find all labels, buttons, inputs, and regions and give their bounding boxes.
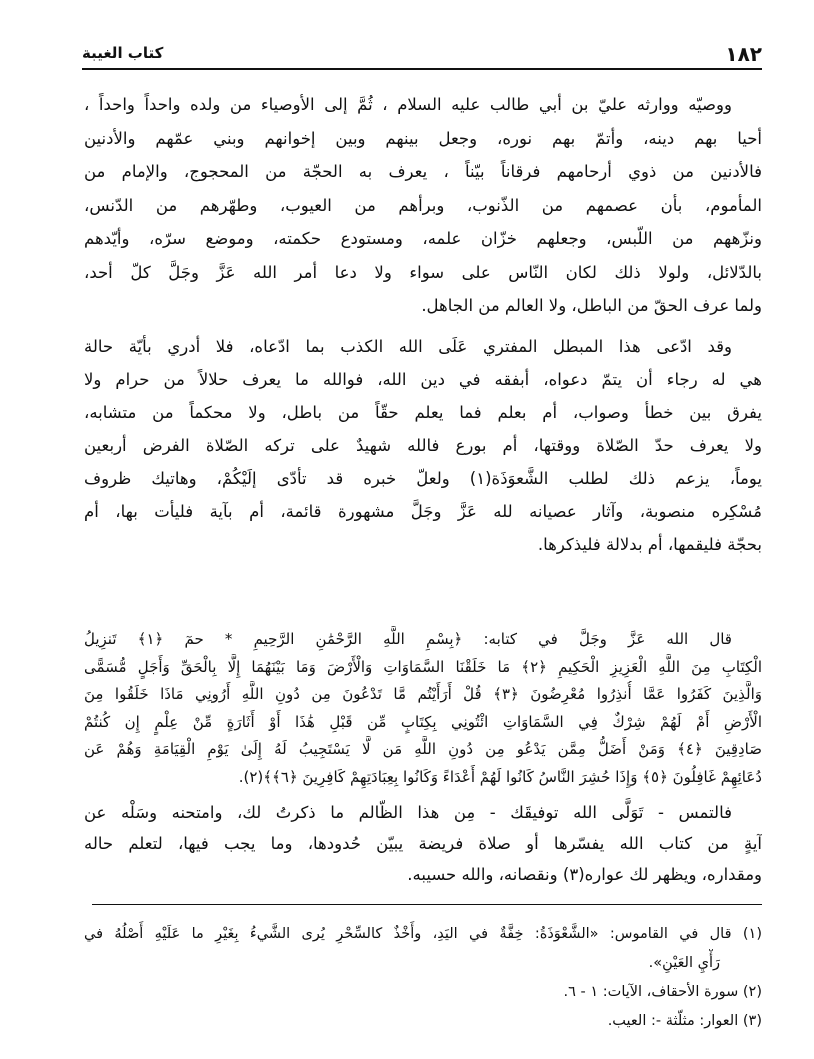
text-line: قال الله عَزَّ وجَلَّ في كتابه: ﴿بِسْمِ اللَّهِ الرَّحْمَٰنِ الرَّحِيمِ * حمٓ ﴿١﴾ تَنزِيلُ xyxy=(84,630,732,648)
text-line: هي له رجاء أن يتمّ دعواه، أبفقه في دين الله، فوالله ما يعرف حلالاً من حرام ولا xyxy=(84,370,762,389)
page-number: ١٨٢ xyxy=(725,42,762,66)
text-line: وَالَّذِينَ كَفَرُوا عَمَّا أُنذِرُوا مُعْرِضُونَ ﴿٣﴾ قُلْ أَرَأَيْتُم مَّا تَدْعُونَ مِن دُونِ اللَّهِ أَرُونِي مَاذَا خَلَقُوا مِنَ xyxy=(84,685,762,703)
text-line: صَادِقِينَ ﴿٤﴾ وَمَنْ أَضَلُّ مِمَّن يَدْعُو مِن دُونِ اللَّهِ مَن لَّا يَسْتَجِيبُ لَهُ إِلَىٰ يَوْمِ الْقِيَامَةِ وَهُمْ عَن xyxy=(84,740,762,758)
text-line: الْأَرْضِ أَمْ لَهُمْ شِرْكٌ فِي السَّمَاوَاتِ ائْتُونِي بِكِتَابٍ مِّن قَبْلِ هَٰذَا أَوْ أَثَارَةٍ مِّنْ عِلْمٍ إِن كُنتُمْ xyxy=(84,712,762,731)
text-line: دُعَائِهِمْ غَافِلُونَ ﴿٥﴾ وَإِذَا حُشِرَ النَّاسُ كَانُوا لَهُمْ أَعْدَاءً وَكَانُوا بِعِبَادَتِهِمْ كَافِرِينَ ﴿٦﴾﴾(٢). xyxy=(238,767,762,786)
footnote-line: (١) قال في القاموس: «الشَّعْوَذَةُ: خِفَّةٌ في اليَدِ، وأَخْذٌ كالسِّحْرِ يُرى الشَّيءُ بِغَيْرِ ما عَلَيْهِ أَصْلُهُ في xyxy=(84,926,762,942)
text-line: المأموم، بأن عصمهم من الذّنوب، وبرأهم من العيوب، وطهّرهم من الدّنس، xyxy=(84,195,762,215)
footnote-separator xyxy=(92,904,762,905)
text-line: ومقداره، ويظهر لك عواره(٣) ونقصانه، والله حسيبه. xyxy=(407,865,762,884)
text-line: وقد ادّعى هذا المبطل المفتري عَلَى الله الكذب بما ادّعاه، فلا أدري بأيّة حالة xyxy=(84,337,732,356)
text-line: ولا يعرف حدّ الصّلاة ووقتها، أم بورع فالله شهيدٌ على تركه الصّلاة الفرض أربعين xyxy=(84,436,762,455)
text-line: الْكِتَابِ مِنَ اللَّهِ الْعَزِيزِ الْحَكِيمِ ﴿٢﴾ مَا خَلَقْنَا السَّمَاوَاتِ وَالْأَرْضَ وَمَا بَيْنَهُمَا إِلَّا بِالْحَقِّ وَأَجَلٍ مُّسَمًّى xyxy=(84,657,762,676)
text-line: ووصيّه ووارثه عليّ بن أبي طالب عليه السلام ، ثُمَّ إلى الأوصياء من ولده واحداً واحداً ، xyxy=(84,95,732,114)
text-line: أحيا بهم دينه، وأتمّ بهم نوره، وجعل بينهم وبين إخوانهم وبني عمّهم والأدنين xyxy=(84,128,762,148)
paragraph-1 xyxy=(84,88,762,323)
text-line: مُسْكِره منصوبة، وآثار عصيانه لله عَزَّ وجَلَّ مشهورة قائمة، أم بآية فليأت بها، أم xyxy=(84,502,762,521)
footnote-line: (٢) سورة الأحقاف، الآيات: ١ - ٦. xyxy=(563,984,762,1000)
paragraph-4 xyxy=(84,797,762,890)
footnotes xyxy=(84,920,762,1036)
page-header xyxy=(82,40,762,70)
text-line: يفرق بين خطأ وصواب، أم بعلم فما يعلم حقّاً من باطل، ولا محكماً من متشابه، xyxy=(84,403,762,422)
text-line: بحجّة فليقمها، أم بدلالة فليذكرها. xyxy=(537,535,762,554)
running-title: كتاب الغيبة xyxy=(82,44,164,62)
text-line: فالأدنين من ذوي أرحامهم فرقاناً بيّناً ، يعرف به الحجّة من المحجوج، والإمام من xyxy=(84,162,762,181)
text-line: آيةٍ من كتاب الله يفسّرها أو صلاة فريضة يبيّن حُدودها، وما يجب فيها، لتعلم حاله xyxy=(84,834,762,853)
footnote-line: (٣) العوار: مثلّثة -: العيب. xyxy=(607,1013,762,1029)
text-line: فالتمس - تَوَلَّى الله توفيقَك - مِن هذا الظّالم ما ذكرتُ لك، وامتحنه وسَلْه عن xyxy=(84,803,732,822)
paragraph-2 xyxy=(84,330,762,561)
text-line: ونزّههم من اللّبس، وجعلهم خزّان علمه، ومستودع حكمته، وموضع سرّه، وأيّدهم xyxy=(84,229,762,248)
text-line: بالدّلائل، ولولا ذلك لكان النّاس على سواء ولا دعا أمر الله عَزَّ وجَلَّ كلّ أحد، xyxy=(84,262,762,282)
text-line: يوماً، يزعم ذلك لطلب الشَّعوَذَة(١) ولعلّ خبره قد تأدّى إلَيْكُمْ، وهاتيك ظروف xyxy=(84,469,762,488)
text-line: ولما عرف الحقّ من الباطل، ولا العالم من الجاهل. xyxy=(421,296,762,315)
footnote-line: رَأْيِ العَيْنِ». xyxy=(648,955,720,971)
quran-quotation xyxy=(84,626,762,791)
